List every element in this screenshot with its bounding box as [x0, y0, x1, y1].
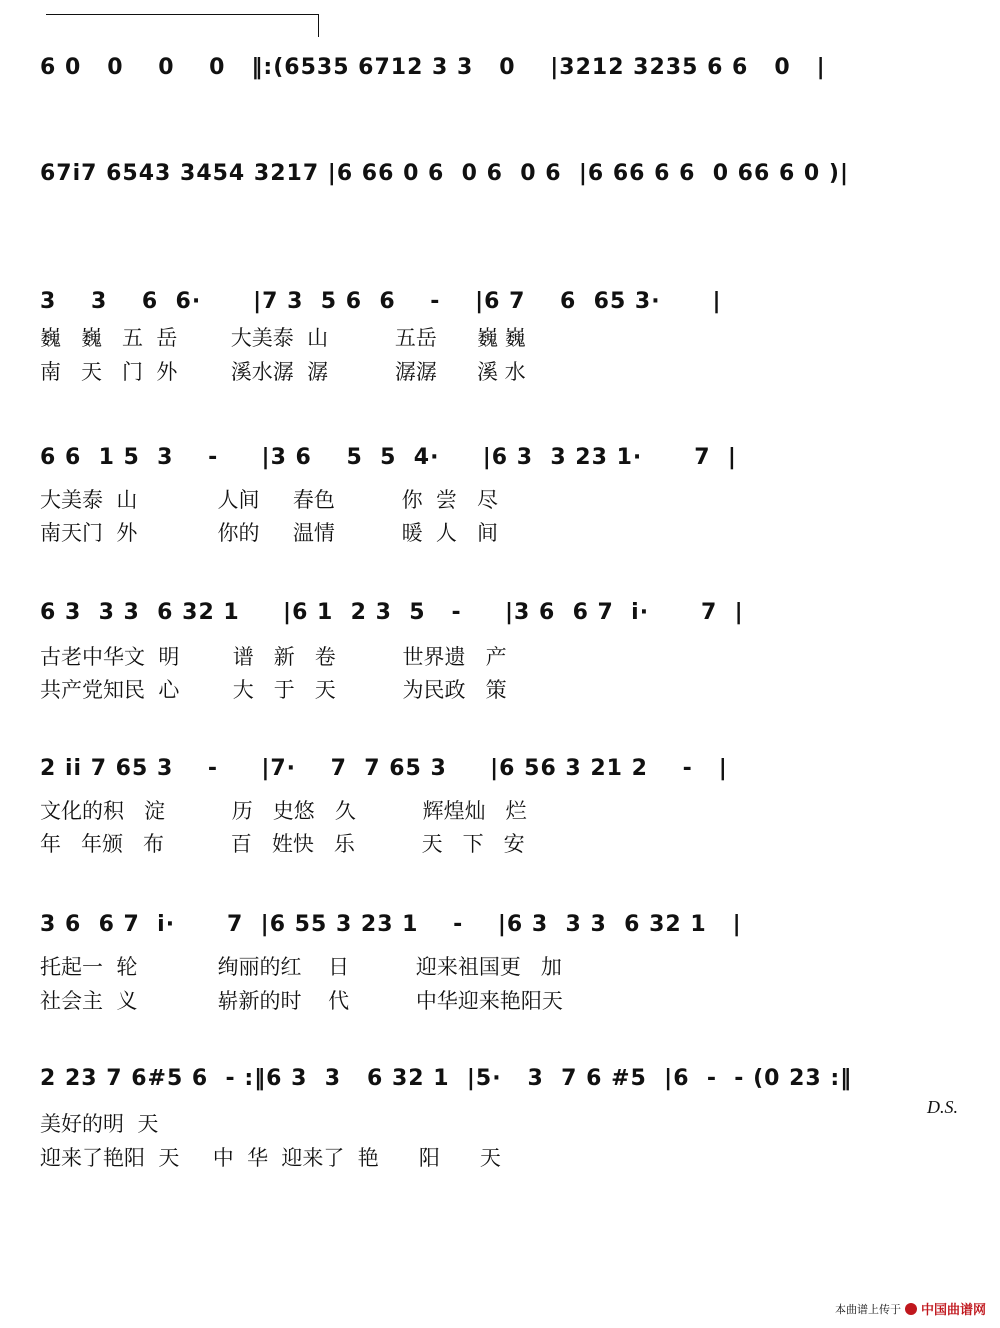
lyric-line-4b: 南天门 外 你的 温情 暖 人 间 [40, 521, 498, 545]
lyric-line-4a: 大美泰 山 人间 春色 你 尝 尽 [40, 488, 498, 512]
lyric-line-8a: 美好的明 天 [40, 1112, 159, 1136]
volta-bracket [46, 14, 319, 37]
notation-line-2: 67i7 6543 3454 3217 |6 66 0 6 0 6 0 6 |6 66 6 6 0 66 6 0 )| [40, 161, 849, 186]
lyric-line-5b: 共产党知民 心 大 于 天 为民政 策 [40, 678, 507, 702]
ds-marking: D.S. [927, 1097, 958, 1117]
notation-line-4: 6 6 1 5 3 - |3 6 5 5 4· |6 3 3 23 1· 7 | [40, 445, 737, 470]
footer-attribution [835, 1299, 986, 1318]
notation-line-5: 6 3 3 3 6 32 1 |6 1 2 3 5 - |3 6 6 7 i· 7 | [40, 600, 744, 625]
site-logo-icon [905, 1303, 917, 1315]
notation-line-1: 6 0 0 0 0 ‖:(6535 6712 3 3 0 |3212 3235 6 6 0 | [40, 55, 826, 80]
footer-brand: 中国曲谱网 [920, 1302, 986, 1317]
notation-line-3: 3 3 6 6· |7 3 5 6 6 - |6 7 6 65 3· | [40, 289, 722, 314]
lyric-line-3a: 巍 巍 五 岳 大美泰 山 五岳 巍 巍 [40, 326, 526, 350]
lyric-line-6b: 年 年颁 布 百 姓快 乐 天 下 安 [40, 832, 525, 856]
notation-line-7: 3 6 6 7 i· 7 |6 55 3 23 1 - |6 3 3 3 6 32 1 | [40, 912, 742, 937]
lyric-line-5a: 古老中华文 明 谱 新 卷 世界遗 产 [40, 645, 507, 669]
lyric-line-6a: 文化的积 淀 历 史悠 久 辉煌灿 烂 [40, 799, 527, 823]
lyric-line-7a: 托起一 轮 绚丽的红 日 迎来祖国更 加 [40, 955, 562, 979]
notation-line-6: 2 ii 7 65 3 - |7· 7 7 65 3 |6 56 3 21 2 - | [40, 756, 728, 781]
notation-line-8: 2 23 7 6#5 6 - :‖6 3 3 6 32 1 |5· 3 7 6 #5 |6 - - (0 23 :‖ [40, 1066, 853, 1091]
footer-prefix: 本曲谱上传于 [834, 1303, 901, 1316]
lyric-line-3b: 南 天 门 外 溪水潺 潺 潺潺 溪 水 [40, 360, 526, 384]
lyric-line-8b: 迎来了艳阳 天 中 华 迎来了 艳 阳 天 [40, 1146, 501, 1170]
lyric-line-7b: 社会主 义 崭新的时 代 中华迎来艳阳天 [40, 989, 563, 1013]
